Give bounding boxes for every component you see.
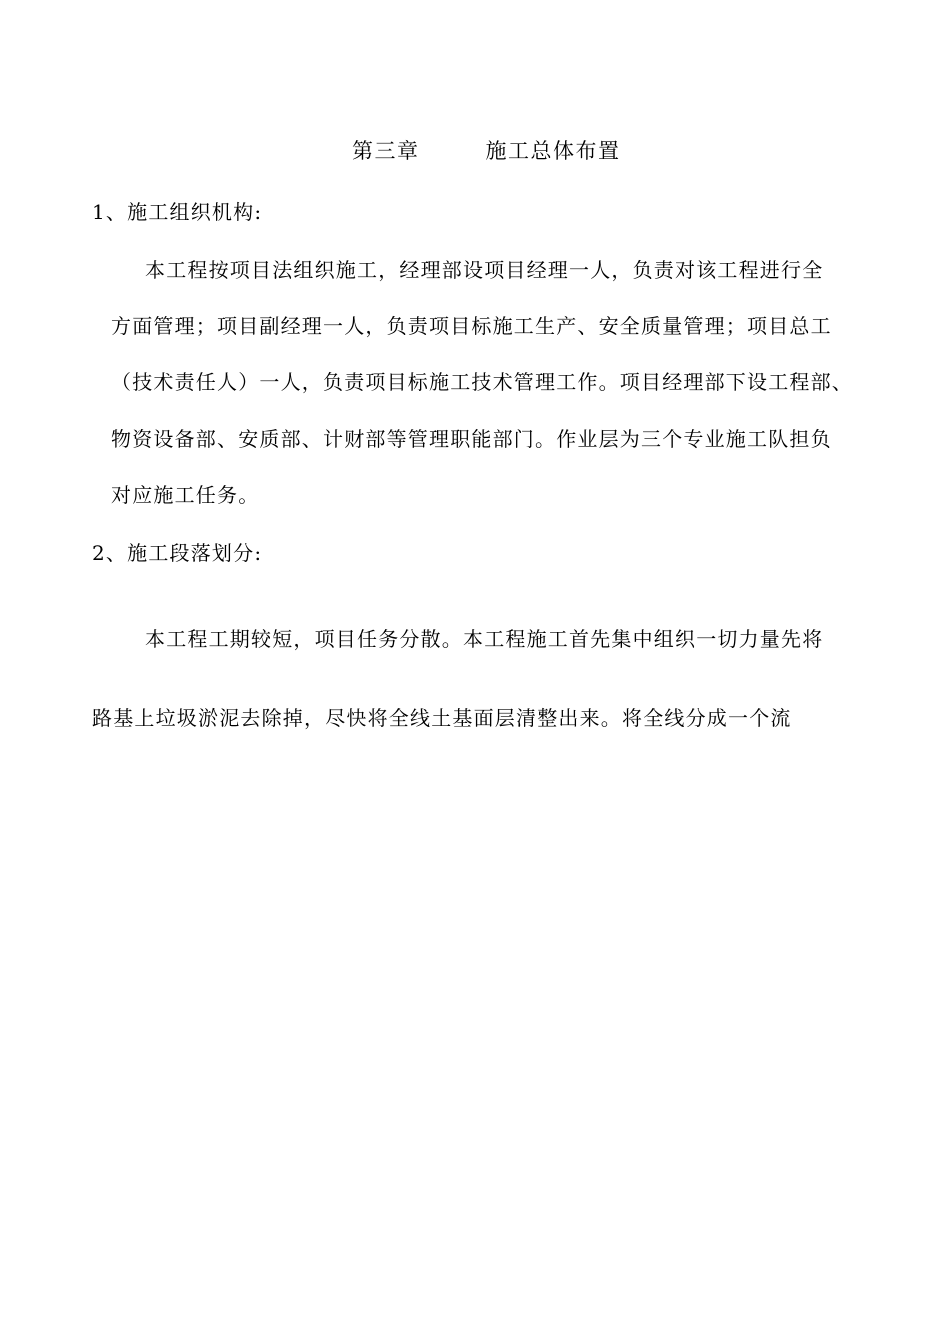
section-1-paragraph-line: （技术责任人）一人，负责项目标施工技术管理工作。项目经理部下设工程部、	[111, 370, 853, 394]
section-1-paragraph-line: 方面管理；项目副经理一人，负责项目标施工生产、安全质量管理；项目总工	[111, 314, 832, 338]
section-1-paragraph-line: 物资设备部、安质部、计财部等管理职能部门。作业层为三个专业施工队担负	[111, 427, 832, 451]
chapter-title	[352, 138, 621, 164]
section-heading-2: 2、施工段落划分:	[92, 541, 263, 565]
section-1-paragraph-line: 本工程按项目法组织施工，经理部设项目经理一人，负责对该工程进行全	[145, 258, 824, 282]
section-heading-1: 1、施工组织机构:	[92, 200, 263, 224]
section-1-paragraph-line: 对应施工任务。	[111, 483, 260, 507]
section-2-paragraph-line: 本工程工期较短，项目任务分散。本工程施工首先集中组织一切力量先将	[145, 627, 824, 651]
chapter-number: 第三章	[352, 139, 420, 163]
chapter-name: 施工总体布置	[485, 139, 621, 163]
section-2-paragraph-line: 路基上垃圾淤泥去除掉，尽快将全线土基面层清整出来。将全线分成一个流	[92, 706, 792, 730]
